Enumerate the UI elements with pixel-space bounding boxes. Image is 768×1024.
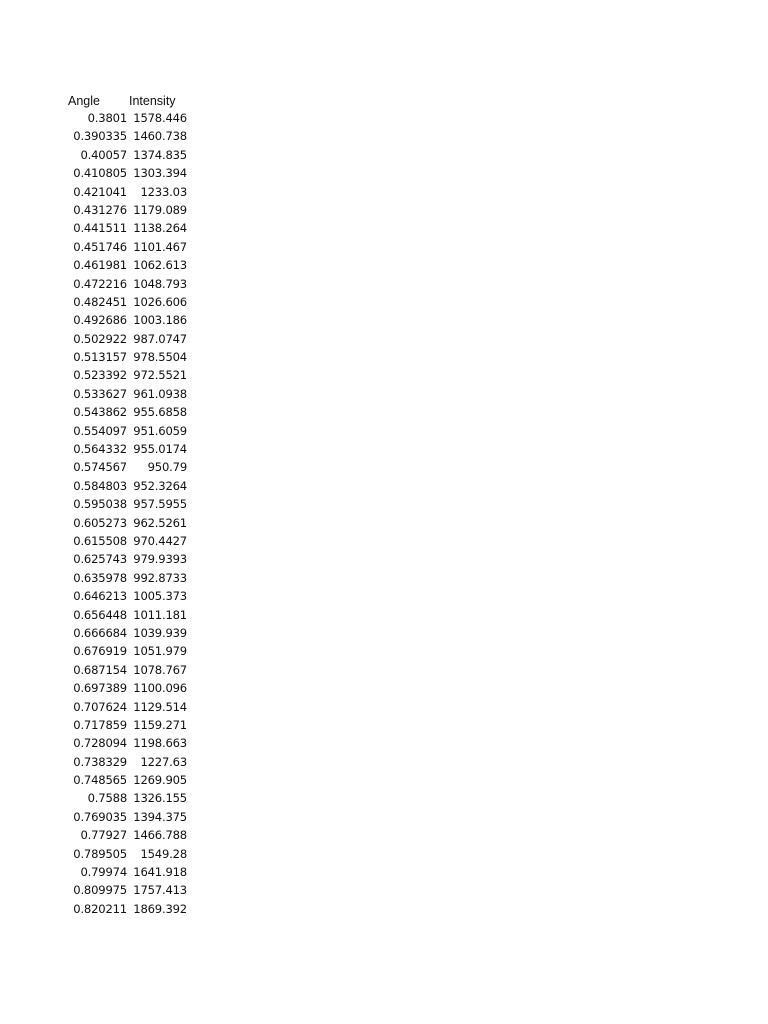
- table-row: [0, 219, 768, 237]
- table-row: [0, 514, 768, 532]
- intensity-cell: 1159.271: [133, 717, 187, 732]
- table-body: [0, 109, 768, 918]
- angle-cell: 0.635978: [73, 570, 127, 585]
- intensity-cell: 1198.663: [133, 736, 187, 751]
- table-row: [0, 422, 768, 440]
- intensity-cell: 1326.155: [133, 791, 187, 806]
- intensity-cell: 1062.613: [133, 258, 187, 273]
- intensity-cell: 955.0174: [133, 442, 187, 457]
- table-row: [0, 881, 768, 899]
- intensity-cell: 972.5521: [133, 368, 187, 383]
- table-row: [0, 826, 768, 844]
- intensity-cell: 1005.373: [133, 589, 187, 604]
- angle-cell: 0.390335: [73, 129, 127, 144]
- intensity-cell: 962.5261: [133, 515, 187, 530]
- angle-cell: 0.79974: [80, 865, 127, 880]
- table-row: [0, 753, 768, 771]
- table-row: [0, 127, 768, 145]
- table-row: [0, 183, 768, 201]
- angle-cell: 0.717859: [73, 717, 127, 732]
- angle-cell: 0.728094: [73, 736, 127, 751]
- angle-cell: 0.431276: [73, 202, 127, 217]
- table-row: [0, 808, 768, 826]
- table-row: [0, 164, 768, 182]
- table-row: [0, 403, 768, 421]
- intensity-cell: 1100.096: [133, 681, 187, 696]
- table-header-row: [0, 93, 768, 109]
- intensity-cell: 979.9393: [133, 552, 187, 567]
- angle-cell: 0.410805: [73, 166, 127, 181]
- table-row: [0, 845, 768, 863]
- intensity-cell: 1051.979: [133, 644, 187, 659]
- intensity-cell: 1757.413: [133, 883, 187, 898]
- table-row: [0, 293, 768, 311]
- angle-cell: 0.472216: [73, 276, 127, 291]
- angle-cell: 0.7588: [87, 791, 127, 806]
- table-row: [0, 698, 768, 716]
- intensity-cell: 1374.835: [133, 147, 187, 162]
- angle-cell: 0.748565: [73, 773, 127, 788]
- angle-cell: 0.676919: [73, 644, 127, 659]
- intensity-cell: 1641.918: [133, 865, 187, 880]
- table-row: [0, 642, 768, 660]
- table-row: [0, 458, 768, 476]
- table-row: [0, 348, 768, 366]
- intensity-cell: 1101.467: [133, 239, 187, 254]
- intensity-cell: 1227.63: [140, 754, 187, 769]
- angle-cell: 0.809975: [73, 883, 127, 898]
- angle-cell: 0.574567: [73, 460, 127, 475]
- table-row: [0, 900, 768, 918]
- angle-cell: 0.646213: [73, 589, 127, 604]
- intensity-cell: 1011.181: [133, 607, 187, 622]
- angle-cell: 0.656448: [73, 607, 127, 622]
- intensity-cell: 978.5504: [133, 350, 187, 365]
- intensity-cell: 950.79: [147, 460, 187, 475]
- angle-cell: 0.605273: [73, 515, 127, 530]
- intensity-cell: 1578.446: [133, 111, 187, 125]
- angle-cell: 0.769035: [73, 809, 127, 824]
- intensity-cell: 957.5955: [133, 497, 187, 512]
- angle-cell: 0.492686: [73, 313, 127, 328]
- intensity-cell: 1048.793: [133, 276, 187, 291]
- intensity-cell: 1078.767: [133, 662, 187, 677]
- angle-cell: 0.554097: [73, 423, 127, 438]
- intensity-cell: 961.0938: [133, 386, 187, 401]
- header-angle: Angle: [68, 94, 100, 108]
- angle-cell: 0.482451: [73, 294, 127, 309]
- intensity-cell: 1129.514: [133, 699, 187, 714]
- angle-cell: 0.451746: [73, 239, 127, 254]
- table-row: [0, 734, 768, 752]
- table-row: [0, 330, 768, 348]
- table-row: [0, 440, 768, 458]
- angle-cell: 0.543862: [73, 405, 127, 420]
- table-row: [0, 587, 768, 605]
- intensity-cell: 1138.264: [133, 221, 187, 236]
- table-row: [0, 109, 768, 127]
- intensity-cell: 1233.03: [140, 184, 187, 199]
- table-row: [0, 863, 768, 881]
- angle-cell: 0.666684: [73, 625, 127, 640]
- angle-cell: 0.523392: [73, 368, 127, 383]
- intensity-cell: 1026.606: [133, 294, 187, 309]
- intensity-cell: 951.6059: [133, 423, 187, 438]
- intensity-cell: 1179.089: [133, 202, 187, 217]
- intensity-cell: 987.0747: [133, 331, 187, 346]
- table-row: [0, 532, 768, 550]
- table-row: [0, 477, 768, 495]
- angle-cell: 0.421041: [73, 184, 127, 199]
- intensity-cell: 1303.394: [133, 166, 187, 181]
- table-row: [0, 256, 768, 274]
- angle-cell: 0.40057: [80, 147, 127, 162]
- table-row: [0, 385, 768, 403]
- intensity-cell: 992.8733: [133, 570, 187, 585]
- table-row: [0, 550, 768, 568]
- angle-cell: 0.77927: [80, 828, 127, 843]
- angle-cell: 0.564332: [73, 442, 127, 457]
- header-intensity: Intensity: [129, 94, 176, 108]
- table-row: [0, 311, 768, 329]
- table-row: [0, 716, 768, 734]
- intensity-cell: 1269.905: [133, 773, 187, 788]
- angle-cell: 0.820211: [73, 901, 127, 916]
- intensity-cell: 1003.186: [133, 313, 187, 328]
- intensity-cell: 1460.738: [133, 129, 187, 144]
- angle-cell: 0.595038: [73, 497, 127, 512]
- angle-cell: 0.738329: [73, 754, 127, 769]
- table-row: [0, 201, 768, 219]
- table-row: [0, 238, 768, 256]
- angle-cell: 0.533627: [73, 386, 127, 401]
- angle-cell: 0.441511: [73, 221, 127, 236]
- angle-cell: 0.502922: [73, 331, 127, 346]
- table-row: [0, 275, 768, 293]
- intensity-cell: 1549.28: [140, 846, 187, 861]
- angle-cell: 0.615508: [73, 533, 127, 548]
- table-row: [0, 789, 768, 807]
- table-row: [0, 661, 768, 679]
- angle-cell: 0.584803: [73, 478, 127, 493]
- table-row: [0, 606, 768, 624]
- intensity-cell: 955.6858: [133, 405, 187, 420]
- table-row: [0, 495, 768, 513]
- table-row: [0, 771, 768, 789]
- angle-cell: 0.697389: [73, 681, 127, 696]
- intensity-cell: 1394.375: [133, 809, 187, 824]
- intensity-cell: 1466.788: [133, 828, 187, 843]
- intensity-cell: 970.4427: [133, 533, 187, 548]
- table-row: [0, 679, 768, 697]
- angle-cell: 0.707624: [73, 699, 127, 714]
- intensity-cell: 1039.939: [133, 625, 187, 640]
- angle-cell: 0.789505: [73, 846, 127, 861]
- table-row: [0, 624, 768, 642]
- angle-cell: 0.687154: [73, 662, 127, 677]
- intensity-cell: 952.3264: [133, 478, 187, 493]
- table-row: [0, 366, 768, 384]
- intensity-cell: 1869.392: [133, 901, 187, 916]
- angle-cell: 0.625743: [73, 552, 127, 567]
- table-row: [0, 146, 768, 164]
- angle-cell: 0.3801: [87, 111, 127, 125]
- table-row: [0, 569, 768, 587]
- angle-cell: 0.461981: [73, 258, 127, 273]
- angle-cell: 0.513157: [73, 350, 127, 365]
